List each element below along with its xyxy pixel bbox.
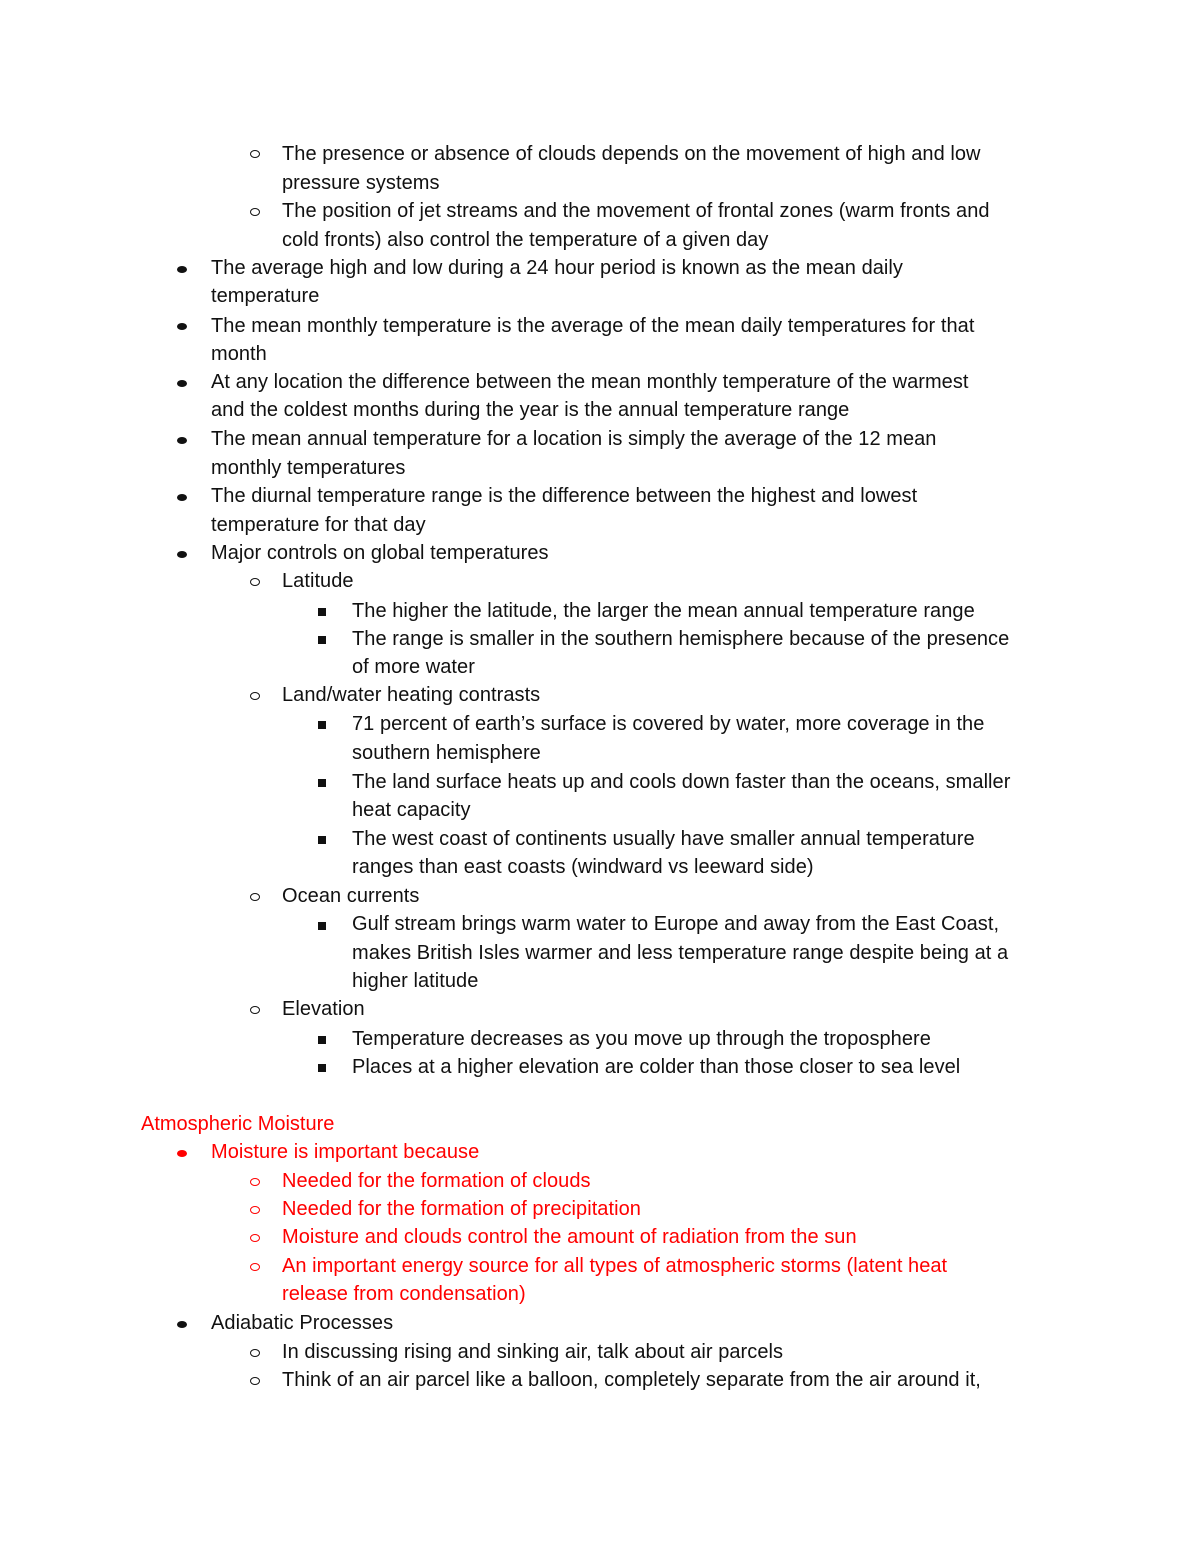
list-item-text: monthly temperatures	[211, 457, 406, 479]
level3-bullet-icon	[318, 836, 326, 844]
list-item-text: Needed for the formation of clouds	[282, 1170, 591, 1192]
section-heading: Atmospheric Moisture	[141, 1113, 335, 1135]
level3-bullet-icon	[318, 779, 326, 787]
list-item-text: of more water	[352, 656, 475, 678]
level3-bullet-icon	[318, 721, 326, 729]
list-item-text: higher latitude	[352, 970, 479, 992]
list-item-text: 71 percent of earth’s surface is covered by water, more coverage in the	[352, 713, 985, 735]
level1-bullet-icon	[177, 266, 187, 273]
list-item-text: At any location the difference between the mean monthly temperature of the warmest	[211, 371, 969, 393]
level2-bullet-icon	[250, 692, 260, 700]
level2-bullet-icon	[250, 1206, 260, 1214]
list-item-text: The west coast of continents usually have smaller annual temperature	[352, 828, 975, 850]
list-item-text: The presence or absence of clouds depends on the movement of high and low	[282, 143, 981, 165]
list-item-text: pressure systems	[282, 172, 440, 194]
level1-bullet-icon	[177, 323, 187, 330]
level2-bullet-icon	[250, 150, 260, 158]
list-item-text: release from condensation)	[282, 1283, 526, 1305]
list-item-text: cold fronts) also control the temperature of a given day	[282, 229, 769, 251]
level1-bullet-icon	[177, 551, 187, 558]
list-item-text: An important energy source for all types of atmospheric storms (latent heat	[282, 1255, 948, 1277]
list-item-text: Major controls on global temperatures	[211, 542, 549, 564]
level2-bullet-icon	[250, 1377, 260, 1385]
list-item-text: heat capacity	[352, 799, 471, 821]
level2-bullet-icon	[250, 578, 260, 586]
list-item-text: The average high and low during a 24 hour period is known as the mean daily	[211, 257, 903, 279]
list-item-text: temperature	[211, 285, 320, 307]
list-item-text: Think of an air parcel like a balloon, completely separate from the air around it,	[282, 1369, 981, 1391]
level3-bullet-icon	[318, 922, 326, 930]
level3-bullet-icon	[318, 636, 326, 644]
list-item-text: southern hemisphere	[352, 742, 541, 764]
list-item-text: The mean monthly temperature is the average of the mean daily temperatures for that	[211, 315, 975, 337]
list-item-text: makes British Isles warmer and less temperature range despite being at a	[352, 942, 1009, 964]
level2-bullet-icon	[250, 893, 260, 901]
list-item-text: The diurnal temperature range is the difference between the highest and lowest	[211, 485, 918, 507]
list-item-text: Elevation	[282, 998, 365, 1020]
level2-bullet-icon	[250, 1234, 260, 1242]
list-item-text: The land surface heats up and cools down faster than the oceans, smaller	[352, 771, 1011, 793]
list-item-text: temperature for that day	[211, 514, 426, 536]
level2-bullet-icon	[250, 1263, 260, 1271]
level2-bullet-icon	[250, 1349, 260, 1357]
list-item-text: Needed for the formation of precipitation	[282, 1198, 641, 1220]
list-item-text: Ocean currents	[282, 885, 420, 907]
list-item-text: The range is smaller in the southern hemisphere because of the presence	[352, 628, 1010, 650]
list-item-text: Land/water heating contrasts	[282, 684, 541, 706]
list-item-text: month	[211, 343, 267, 365]
level1-bullet-icon	[177, 1321, 187, 1328]
list-item-text: Places at a higher elevation are colder than those closer to sea level	[352, 1056, 961, 1078]
list-item-text: Moisture and clouds control the amount of radiation from the sun	[282, 1226, 857, 1248]
list-item-text: and the coldest months during the year is the annual temperature range	[211, 399, 850, 421]
list-item-text: Temperature decreases as you move up through the troposphere	[352, 1028, 931, 1050]
level1-bullet-icon	[177, 380, 187, 387]
level1-bullet-icon	[177, 494, 187, 501]
level2-bullet-icon	[250, 1006, 260, 1014]
list-item-text: Adiabatic Processes	[211, 1312, 394, 1334]
list-item-text: The mean annual temperature for a location is simply the average of the 12 mean	[211, 428, 937, 450]
level3-bullet-icon	[318, 1064, 326, 1072]
list-item-text: Moisture is important because	[211, 1141, 480, 1163]
list-item-text: Gulf stream brings warm water to Europe and away from the East Coast,	[352, 913, 1000, 935]
level1-bullet-icon	[177, 437, 187, 444]
list-item-text: The position of jet streams and the movement of frontal zones (warm fronts and	[282, 200, 990, 222]
list-item-text: In discussing rising and sinking air, talk about air parcels	[282, 1341, 784, 1363]
list-item-text: Latitude	[282, 570, 354, 592]
level3-bullet-icon	[318, 608, 326, 616]
list-item-text: The higher the latitude, the larger the mean annual temperature range	[352, 600, 975, 622]
level2-bullet-icon	[250, 1178, 260, 1186]
level1-bullet-icon	[177, 1150, 187, 1157]
level3-bullet-icon	[318, 1036, 326, 1044]
level2-bullet-icon	[250, 208, 260, 216]
list-item-text: ranges than east coasts (windward vs leeward side)	[352, 856, 814, 878]
